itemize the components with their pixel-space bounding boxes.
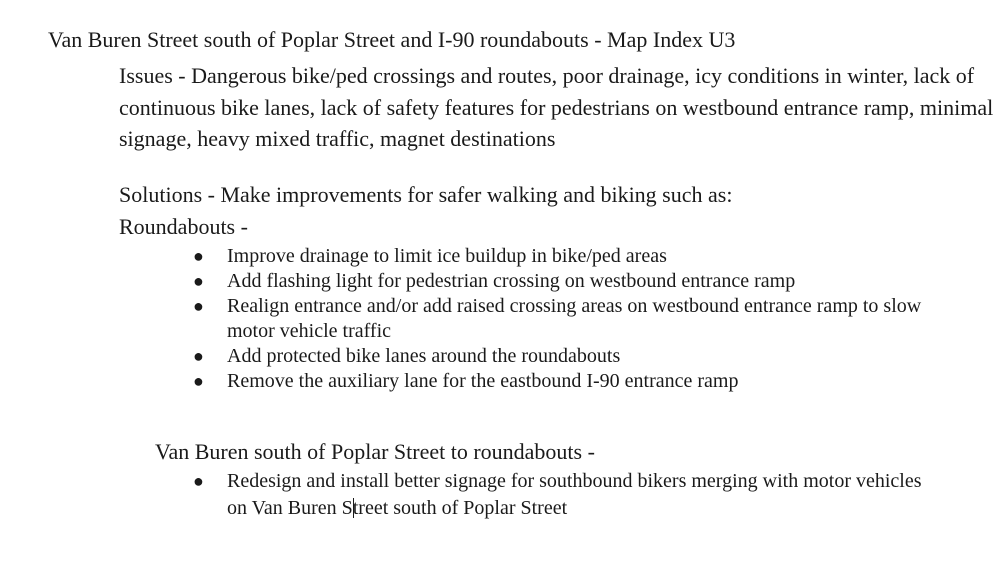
van-buren-bullet-list: [190, 468, 927, 522]
list-item-text[interactable]: Add flashing light for pedestrian crossing on westbound entrance ramp: [227, 270, 796, 292]
bullet-icon: ●: [193, 346, 204, 366]
bullet-icon: ●: [193, 371, 204, 391]
document-title[interactable]: Van Buren Street south of Poplar Street and I-90 roundabouts - Map Index U3: [48, 27, 736, 52]
bullet-icon: ●: [193, 296, 204, 316]
bullet-icon: ●: [193, 271, 204, 291]
bullet-icon: ●: [193, 246, 204, 266]
list-item[interactable]: [190, 244, 927, 269]
list-item-text[interactable]: Add protected bike lanes around the roundabouts: [227, 345, 621, 367]
list-item[interactable]: [190, 468, 927, 522]
roundabouts-bullet-list: [190, 244, 927, 394]
list-item[interactable]: [190, 369, 927, 394]
solutions-paragraph[interactable]: Solutions - Make improvements for safer walking and biking such as:: [119, 182, 733, 207]
list-item[interactable]: [190, 269, 927, 294]
list-item[interactable]: [190, 294, 927, 344]
list-item-text[interactable]: [227, 470, 922, 519]
list-item-text-before-cursor: Redesign and install better signage for southbound bikers merging with motor vehicles on Van Buren S: [227, 470, 922, 519]
issues-paragraph[interactable]: Issues - Dangerous bike/ped crossings and routes, poor drainage, icy conditions in winter, lack of continuous bike lanes, lack of safety features for pedestrians on westbound entrance ramp, minimal signage, heavy mixed traffic, magnet destinations: [119, 63, 994, 151]
list-item-text[interactable]: Remove the auxiliary lane for the eastbound I-90 entrance ramp: [227, 370, 739, 392]
bullet-icon: ●: [193, 471, 204, 491]
roundabouts-heading[interactable]: Roundabouts -: [119, 214, 248, 239]
list-item-text-after-cursor: treet south of Poplar Street: [352, 497, 568, 519]
van-buren-heading[interactable]: Van Buren south of Poplar Street to roundabouts -: [155, 439, 595, 464]
list-item-text[interactable]: Realign entrance and/or add raised crossing areas on westbound entrance ramp to slow motor vehicle traffic: [227, 295, 922, 342]
list-item-text[interactable]: Improve drainage to limit ice buildup in bike/ped areas: [227, 245, 667, 267]
list-item[interactable]: [190, 344, 927, 369]
